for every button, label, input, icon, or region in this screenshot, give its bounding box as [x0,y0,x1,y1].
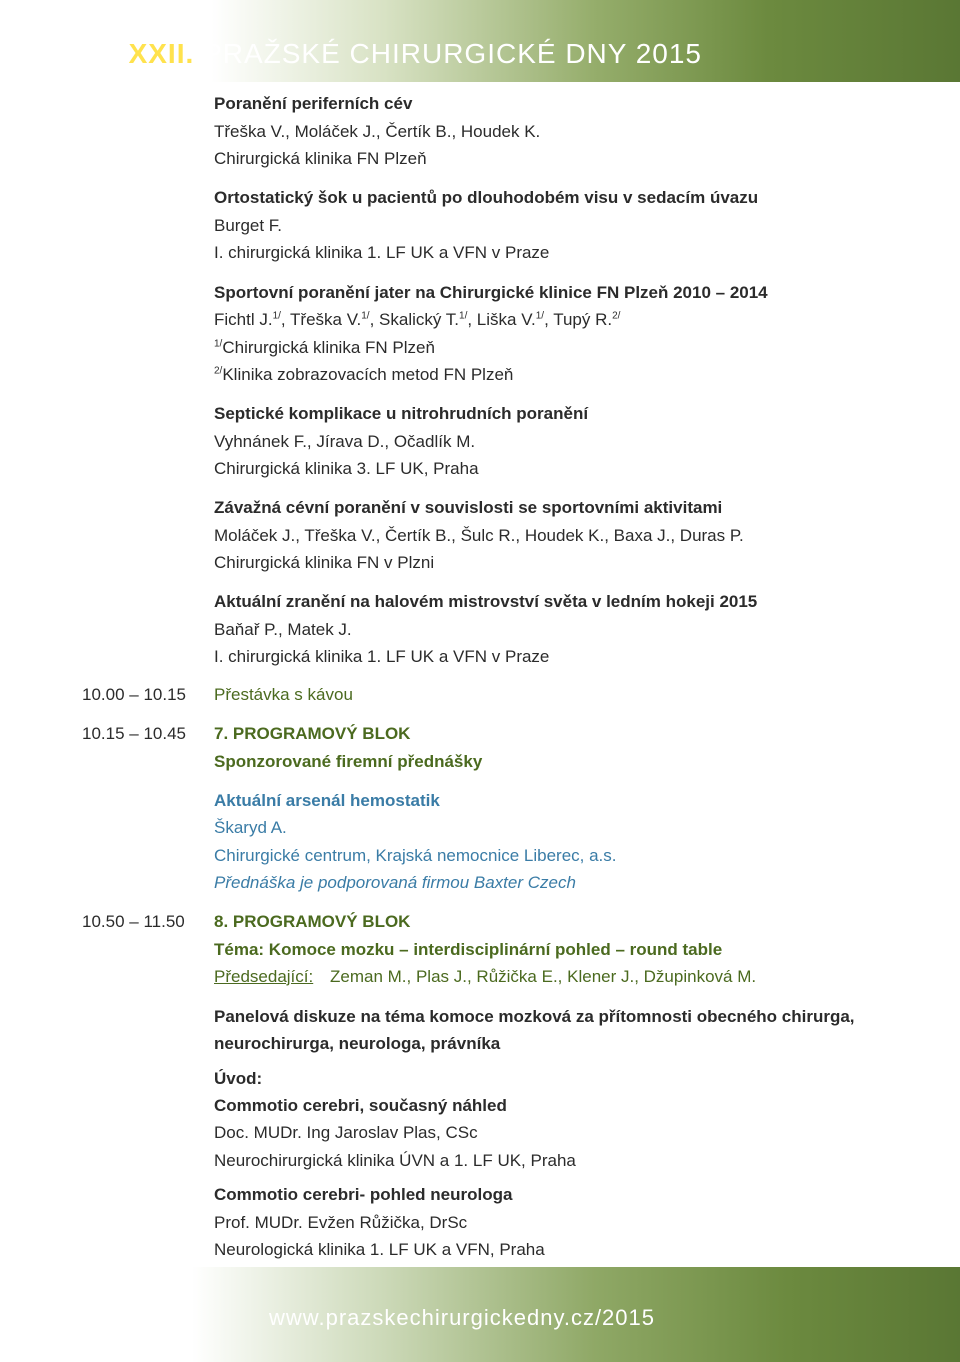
talk-title: Aktuální arsenál hemostatik [214,791,440,810]
header-banner [0,0,960,82]
conference-title [129,38,702,70]
block-heading: 7. PROGRAMOVÝ BLOK [214,724,411,743]
talk-title: Commotio cerebri- pohled neurologa [214,1185,513,1204]
talk-affiliation: Chirurgické centrum, Krajská nemocnice Liberec, a.s. [214,846,617,865]
intro-label: Úvod: [214,1069,263,1088]
talk-affiliation: Neurochirurgická klinika ÚVN a 1. LF UK, Praha [214,1151,576,1170]
talk-affiliation: I. chirurgická klinika 1. LF UK a VFN v Praze [214,243,550,262]
talk-authors: Doc. MUDr. Ing Jaroslav Plas, CSc [214,1123,478,1142]
talk-authors: Prof. MUDr. Evžen Růžička, DrSc [214,1213,468,1232]
block-time: 10.50 – 11.50 [82,912,185,931]
talk-affiliation: Neurologická klinika 1. LF UK a VFN, Praha [214,1240,545,1259]
chairs-names: Zeman M., Plas J., Růžička E., Klener J., Džupinková M. [330,967,757,986]
block-time: 10.15 – 10.45 [82,724,186,743]
talk-affiliation: Chirurgická klinika 3. LF UK, Praha [214,459,479,478]
talk-authors: Škaryd A. [214,818,287,837]
talk-authors: Fichtl J.$^{1/}$, Třeška V.$^{1/}$, Skalický T.$^{1/}$, Liška V.$^{1/}$, Tupý R.$^{2/}$ [214,310,621,329]
footer-banner [0,1267,960,1362]
sponsor-note: Přednáška je podporovaná firmou Baxter Czech [214,873,576,892]
talk-authors: Třeška V., Moláček J., Čertík B., Houdek K. [214,122,541,141]
break-time: 10.00 – 10.15 [82,685,186,704]
talk-affiliation: $^{1/}$Chirurgická klinika FN Plzeň [214,338,435,357]
chairs-label: Předsedající: [214,967,314,986]
talk-title: Sportovní poranění jater na Chirurgické klinice FN Plzeň 2010 – 2014 [214,283,768,302]
talk-title: Závažná cévní poranění v souvislosti se sportovními aktivitami [214,498,723,517]
talk-affiliation: Chirurgická klinika FN v Plzni [214,553,435,572]
block-topic: Téma: Komoce mozku – interdisciplinární pohled – round table [214,940,723,959]
panel-description: Panelová diskuze na téma komoce mozková za přítomnosti obecného chirurga, [214,1007,855,1026]
talk-authors: Baňař P., Matek J. [214,620,352,639]
talk-title: Septické komplikace u nitrohrudních poranění [214,404,589,423]
website-url[interactable]: www.prazskechirurgickedny.cz/2015 [269,1305,655,1330]
talk-title: Commotio cerebri, současný náhled [214,1096,507,1115]
panel-description-cont: neurochirurga, neurologa, právníka [214,1034,501,1053]
break-label: Přestávka s kávou [214,685,353,704]
block-heading: 8. PROGRAMOVÝ BLOK [214,912,411,931]
talk-affiliation: Chirurgická klinika FN Plzeň [214,149,427,168]
talk-title: Aktuální zranění na halovém mistrovství světa v ledním hokeji 2015 [214,592,758,611]
talk-title: Poranění periferních cév [214,94,413,113]
talk-authors: Moláček J., Třeška V., Čertík B., Šulc R., Houdek K., Baxa J., Duras P. [214,526,744,545]
talk-affiliation: I. chirurgická klinika 1. LF UK a VFN v Praze [214,647,550,666]
talk-affiliation: $^{2/}$Klinika zobrazovacích metod FN Plzeň [214,365,514,384]
talk-authors: Burget F. [214,216,283,235]
talk-authors: Vyhnánek F., Jírava D., Očadlík M. [214,432,476,451]
conference-edition: XXII. [128,38,195,69]
talk-title: Ortostatický šok u pacientů po dlouhodobém visu v sedacím úvazu [214,188,759,207]
conference-name: PRAŽSKÉ CHIRURGICKÉ DNY 2015 [194,38,702,69]
block-subheading: Sponzorované firemní přednášky [214,752,483,771]
